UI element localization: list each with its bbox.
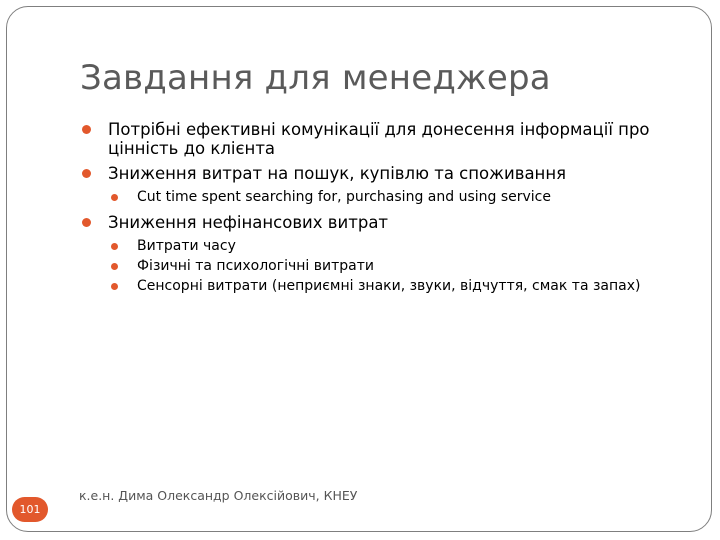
slide-content bbox=[82, 120, 682, 298]
bullet-dot-icon bbox=[82, 125, 91, 134]
bullet-text: Фізичні та психологічні витрати bbox=[137, 258, 374, 274]
bullet-level2 bbox=[111, 238, 682, 255]
bullet-text: Зниження витрат на пошук, купівлю та споживання bbox=[108, 164, 567, 183]
bullet-text: Cut time spent searching for, purchasing and using service bbox=[137, 189, 551, 205]
bullet-text: Зниження нефінансових витрат bbox=[108, 213, 389, 232]
bullet-level1 bbox=[82, 164, 682, 183]
bullet-dot-icon bbox=[82, 169, 91, 178]
bullet-text: Витрати часу bbox=[137, 238, 236, 254]
bullet-dot-icon bbox=[111, 243, 118, 250]
bullet-dot-icon bbox=[111, 283, 118, 290]
bullet-level2 bbox=[111, 258, 682, 275]
bullet-level1 bbox=[82, 120, 682, 158]
bullet-level2 bbox=[111, 189, 682, 206]
bullet-text: Потрібні ефективні комунікації для донесення інформації про цінність до клієнта bbox=[108, 120, 650, 158]
page-number-badge: 101 bbox=[12, 497, 48, 522]
bullet-dot-icon bbox=[111, 263, 118, 270]
bullet-text: Сенсорні витрати (неприємні знаки, звуки, відчуття, смак та запах) bbox=[137, 278, 641, 294]
bullet-dot-icon bbox=[82, 218, 91, 227]
bullet-level2 bbox=[111, 278, 682, 295]
footer-author: к.е.н. Дима Олександр Олексійович, КНЕУ bbox=[79, 488, 358, 503]
bullet-dot-icon bbox=[111, 194, 118, 201]
slide-title: Завдання для менеджера bbox=[80, 58, 551, 98]
bullet-level1 bbox=[82, 213, 682, 232]
